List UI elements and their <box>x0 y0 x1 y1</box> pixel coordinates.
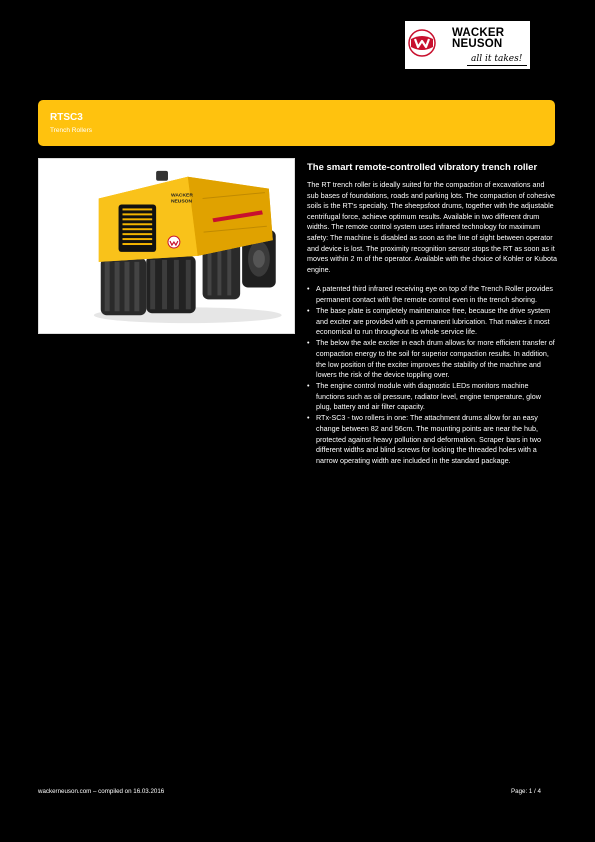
product-photo <box>38 158 295 334</box>
logo-brand-text <box>452 28 504 50</box>
logo-tagline-underline <box>467 65 527 66</box>
product-category: Trench Rollers <box>50 127 93 134</box>
machine-badge-line2: NEUSON <box>170 199 193 205</box>
product-name: RTSC3 <box>50 112 83 123</box>
list-item: • A patented third infrared receiving eye on top of the Trench Roller provides permanent contact with the remote control even in the trench shoring. <box>307 284 557 305</box>
list-item: • The below the axle exciter in each drum allows for more efficient transfer of compaction energy to the soil for superior compaction results. In addition, the low position of the exciter improves the stability of the machine and lowers the risk of the device toppling over. <box>307 338 557 380</box>
front-drum <box>101 256 196 315</box>
feature-list <box>307 284 557 466</box>
logo-brand-line2: NEUSON <box>452 38 503 50</box>
wacker-neuson-logo-icon <box>408 29 436 57</box>
list-item: • RTx-SC3 - two rollers in one: The attachment drums allow for an easy change between 82 and 56cm. The mounting points are near the hub, protected against heavy pollution and deformation. Scraper bars in two different widths and blind screws for locking the threaded holes with a narrow operating width are included in the standard package. <box>307 413 557 466</box>
list-item: • The engine control module with diagnostic LEDs monitors machine functions such as oil pressure, radiator level, engine temperature, glow plug, battery and air filter capacity. <box>307 381 557 413</box>
trench-roller-image <box>39 159 294 333</box>
brand-logo <box>405 21 530 69</box>
list-item: • The base plate is completely maintenance free, because the drive system and exciter are provided with a permanent lubrication. That makes it most economical to run throughout its whole service life. <box>307 306 557 338</box>
intro-paragraph: The RT trench roller is ideally suited for the compaction of excavations and sub bases of foundations, roads and parking lots. The compaction of cohesive soils is the RT's specialty. The sheepsfoot drums, together with the adjustable centrifugal force, achieve optimum results. Available in two different drum widths. The remote control system uses infrared technology for maximum safety: The machine is disabled as soon as the line of sight between operator and device is lost. The proximity recognition sensor stops the RT as soon as it moves within 2 m of the operator. Available with the choice of Kohler or Kubota engine. <box>307 180 557 274</box>
logo-tagline: all it takes! <box>471 54 523 64</box>
product-header-band <box>38 100 555 146</box>
footer-compiled-info: wackerneuson.com – compiled on 16.03.2016 <box>38 788 165 795</box>
footer-page-number: Page: 1 / 4 <box>511 788 541 795</box>
headline: The smart remote-controlled vibratory trench roller <box>307 162 538 173</box>
product-description <box>307 162 557 467</box>
logo-brand-line1: WACKER <box>452 27 505 39</box>
machine-badge-line1: WACKER <box>170 193 193 199</box>
